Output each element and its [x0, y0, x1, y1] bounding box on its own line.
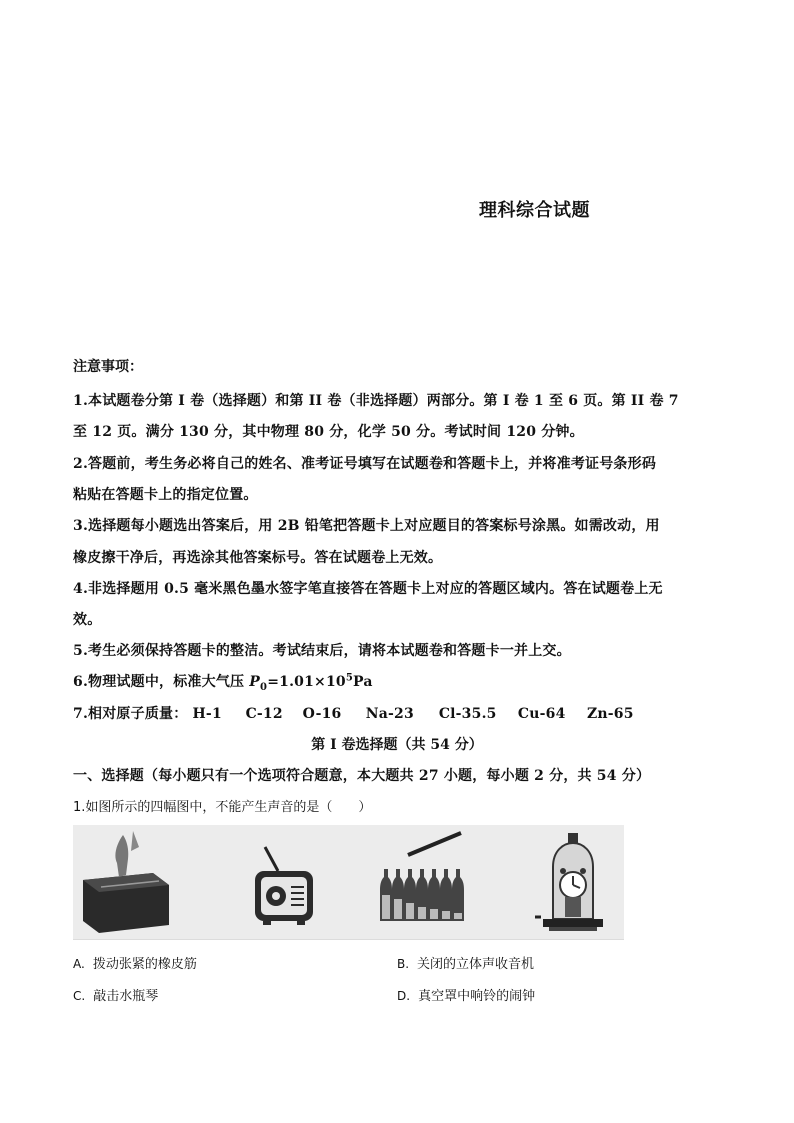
atomic-item: Cu-64	[517, 706, 566, 722]
notice-line: 粘贴在答题卡上的指定位置。	[73, 487, 258, 503]
question-stem: 1.如图所示的四幅图中，不能产生声音的是（ ）	[73, 800, 372, 815]
atomic-mass-line	[73, 703, 634, 723]
atomic-item: Na-23	[365, 706, 414, 722]
option-letter: D.	[397, 989, 411, 1003]
notice-line: 橡皮擦干净后，再选涂其他答案标号。答在试题卷上无效。	[73, 550, 443, 566]
option-text: 关闭的立体声收音机	[417, 957, 535, 972]
pressure-symbol: P	[249, 674, 261, 690]
pressure-unit: Pa	[353, 674, 373, 690]
option-d[interactable]	[397, 985, 535, 1004]
notice-line: 5.考生必须保持答题卡的整洁。考试结束后，请将本试题卷和答题卡一并上交。	[73, 643, 571, 659]
pressure-prefix: 6.物理试题中，标准大气压	[73, 674, 250, 690]
option-text: 敲击水瓶琴	[93, 989, 159, 1004]
option-a[interactable]	[73, 953, 197, 972]
water-bottles-icon	[380, 833, 464, 921]
notice-line: 效。	[73, 612, 102, 628]
notice-line: 4.非选择题用 0.5 毫米黑色墨水签字笔直接答在答题卡上对应的答题区域内。答在试题卷上无	[73, 581, 663, 597]
notice-line: 1.本试题卷分第 I 卷（选择题）和第 II 卷（非选择题）两部分。第 I 卷 1 至 6 页。第 II 卷 7	[73, 393, 679, 409]
option-b[interactable]	[397, 953, 534, 972]
atomic-item: O-16	[302, 706, 342, 722]
atomic-item: Zn-65	[586, 706, 634, 722]
bell-jar-clock-icon	[535, 833, 603, 931]
pressure-superscript: 5	[345, 672, 354, 684]
page-title: 理科综合试题	[479, 200, 590, 221]
section-heading: 一、选择题（每小题只有一个选项符合题意，本大题共 27 小题，每小题 2 分，共 54 分）	[73, 768, 651, 784]
atomic-label: 7.相对原子质量：	[73, 706, 188, 722]
question-figure	[73, 825, 624, 940]
option-c[interactable]	[73, 985, 158, 1004]
option-letter: C.	[73, 989, 86, 1003]
notice-line: 3.选择题每小题选出答案后，用 2B 铅笔把答题卡上对应题目的答案标号涂黑。如需改动，用	[73, 518, 660, 534]
atomic-item: Cl-35.5	[438, 706, 497, 722]
option-text: 拨动张紧的橡皮筋	[92, 957, 197, 972]
pressure-value: =1.01×10	[267, 674, 346, 690]
rubber-band-box-icon	[83, 831, 169, 933]
pressure-subscript: 0	[260, 681, 268, 693]
atomic-item: C-12	[245, 706, 283, 722]
notice-pressure-line	[73, 671, 373, 693]
radio-icon	[255, 847, 313, 925]
notice-line: 2.答题前，考生务必将自己的姓名、准考证号填写在试题卷和答题卡上，并将准考证号条形码	[73, 456, 657, 472]
part-title: 第 I 卷选择题（共 54 分）	[311, 737, 483, 753]
option-letter: B.	[397, 957, 410, 971]
option-letter: A.	[73, 957, 85, 971]
option-text: 真空罩中响铃的闹钟	[418, 989, 536, 1004]
atomic-item: H-1	[192, 706, 222, 722]
notice-line: 至 12 页。满分 130 分，其中物理 80 分，化学 50 分。考试时间 120 分钟。	[73, 424, 584, 440]
notice-heading: 注意事项：	[73, 359, 143, 375]
